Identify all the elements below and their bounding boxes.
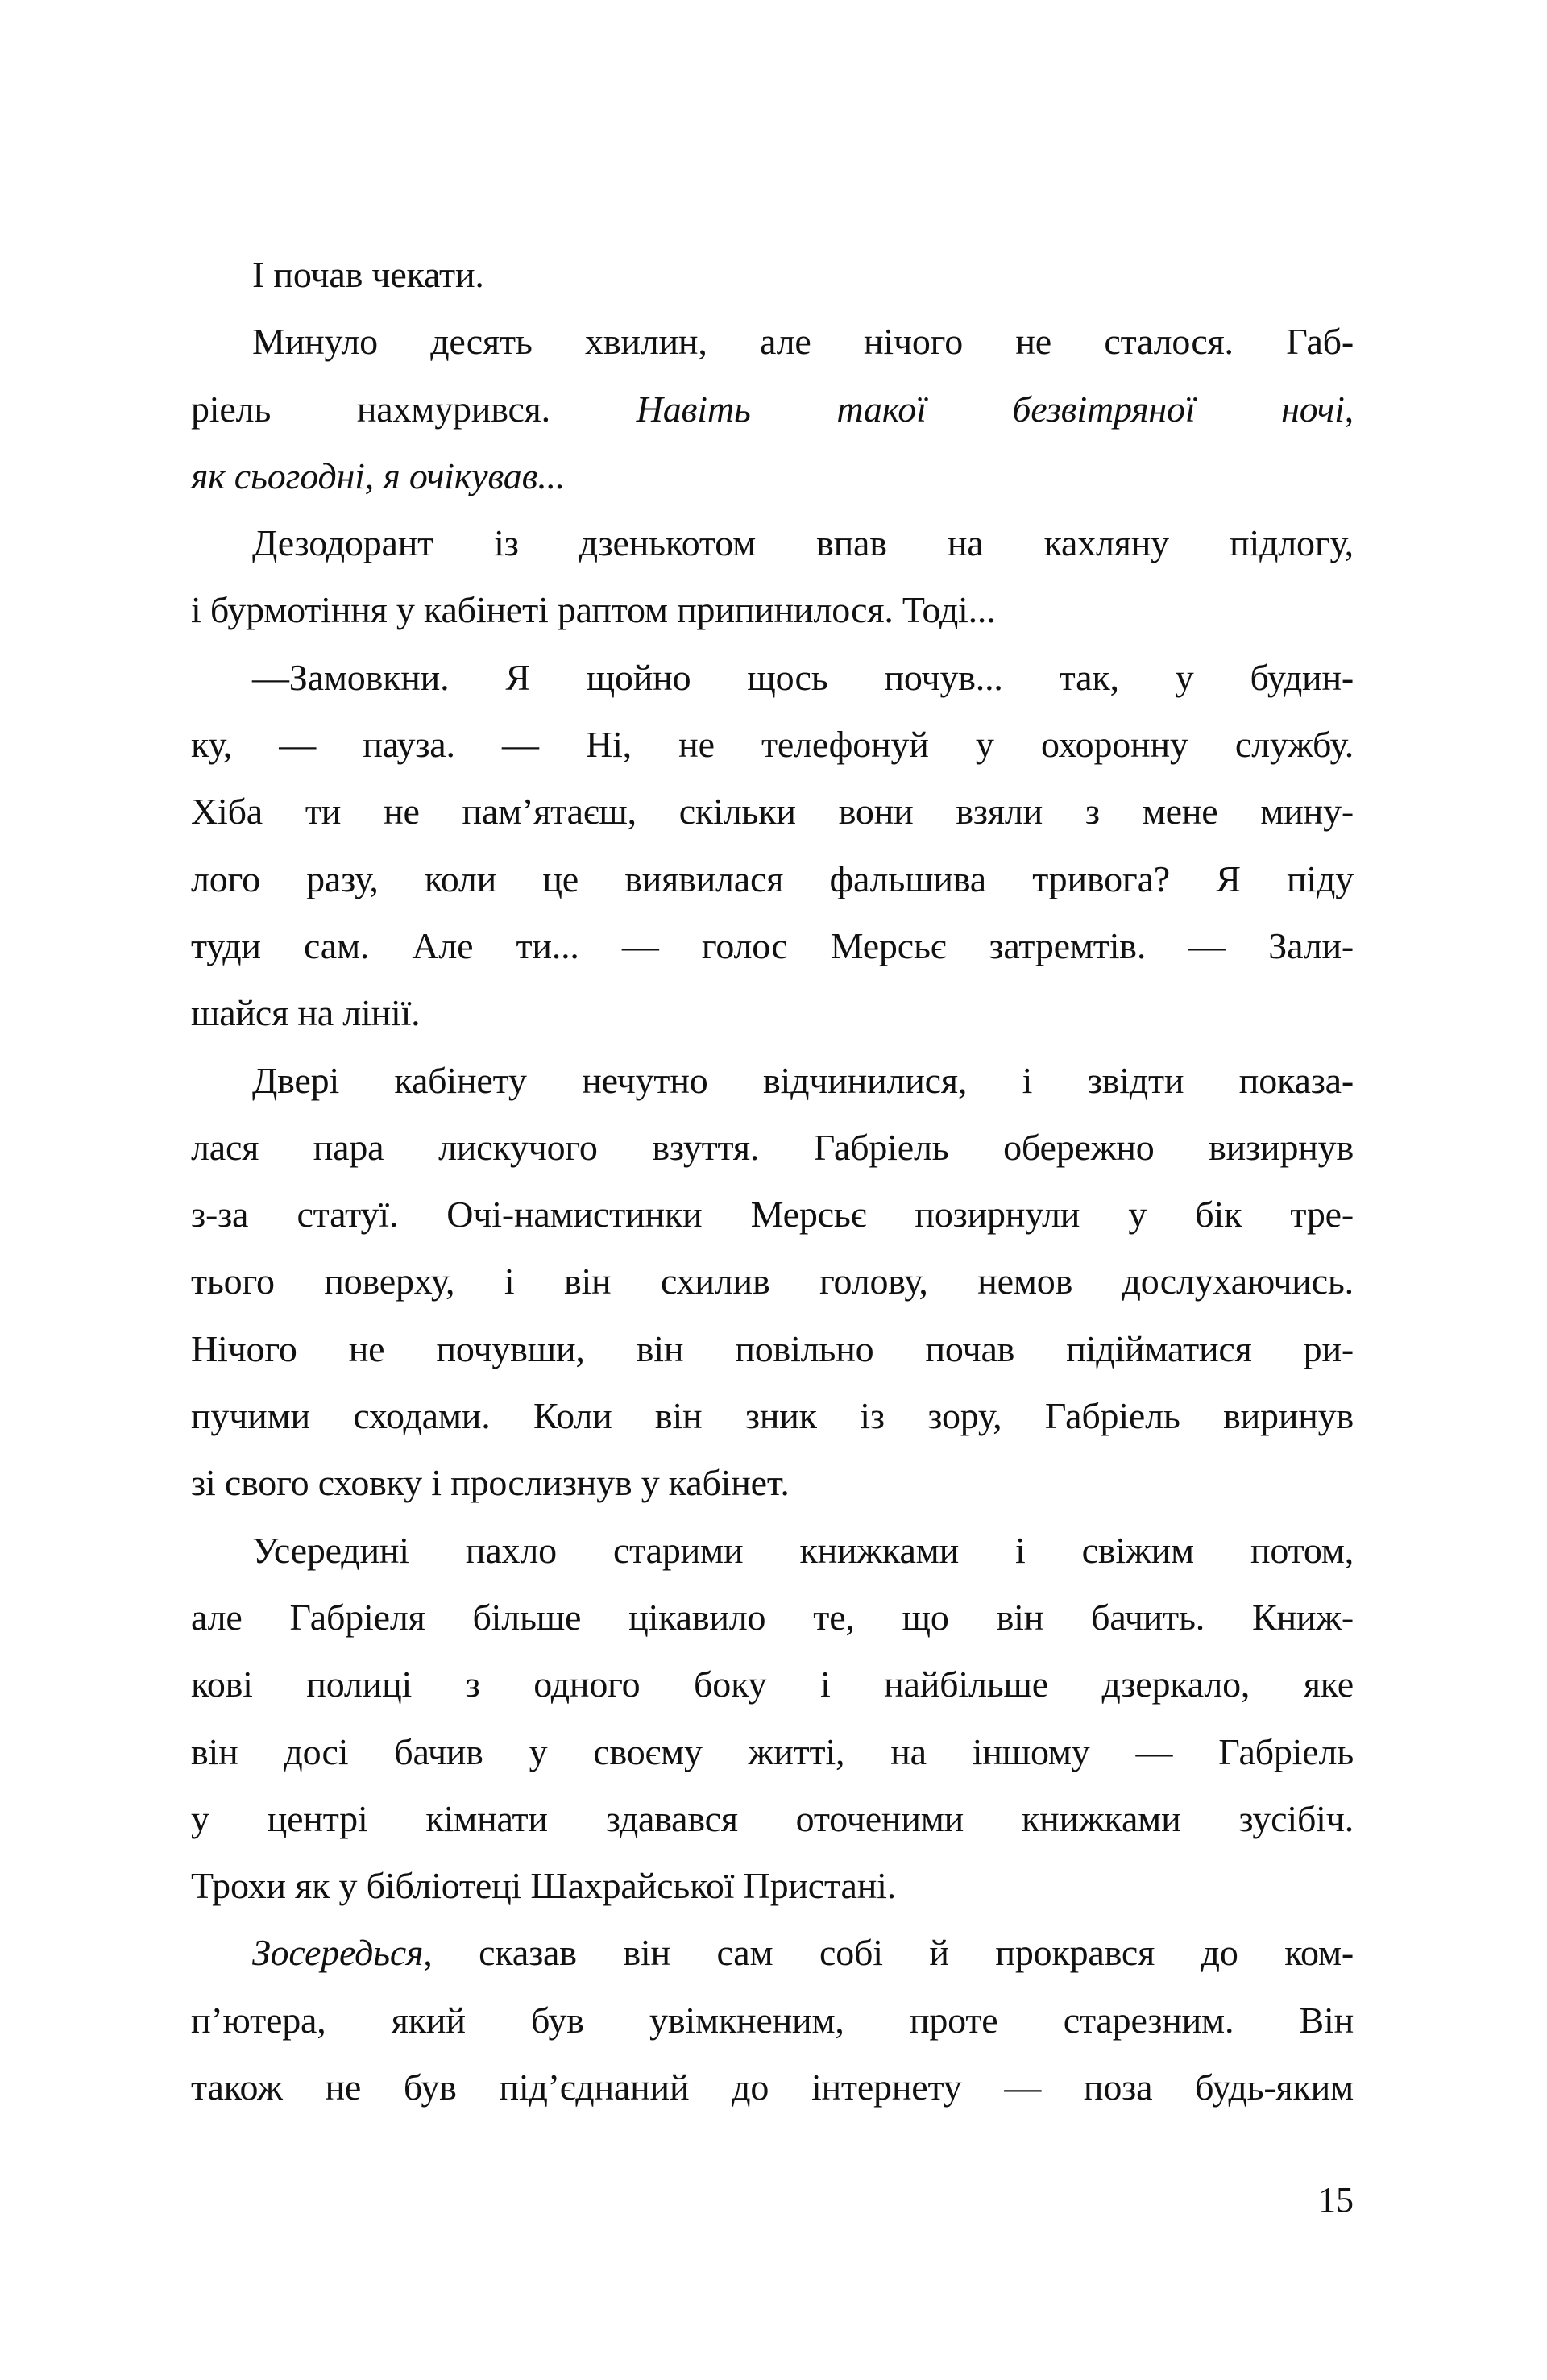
text-segment: Хіба ти не пам’ятаєш, скільки вони взяли з мене мину-	[191, 791, 1354, 833]
text-segment: пучими сходами. Коли він зник із зору, Габріель виринув	[191, 1395, 1354, 1437]
text-segment: і бурмотіння у кабінеті раптом припинилося. Тоді...	[191, 589, 996, 631]
text-line	[191, 576, 1354, 643]
text-segment: зі свого сховку і прослизнув у кабінет.	[191, 1462, 790, 1504]
text-segment: Двері кабінету нечутно відчинилися, і звідти показа-	[252, 1059, 1354, 1101]
text-line	[191, 1987, 1354, 2054]
text-segment: але Габріеля більше цікавило те, що він бачить. Книж-	[191, 1596, 1354, 1638]
text-line	[191, 1382, 1354, 1449]
text-segment: він досі бачив у своєму житті, на іншому — Габріель	[191, 1730, 1354, 1772]
text-segment: туди сам. Але ти... — голос Мерсьє затремтів. — Зали-	[191, 924, 1354, 966]
text-line	[191, 1181, 1354, 1248]
italic-text: як сьогодні, я очікував...	[191, 455, 566, 496]
italic-text: Зосередься	[252, 1932, 424, 1974]
text-line	[191, 1449, 1354, 1516]
page-number: 15	[1318, 2180, 1354, 2220]
text-segment: шайся на лінії.	[191, 992, 421, 1034]
text-segment: у центрі кімнати здавався оточеними книжками зусібіч.	[191, 1797, 1354, 1839]
text-segment: Нічого не почувши, він повільно почав підійматися ри-	[191, 1327, 1354, 1369]
text-segment: Трохи як у бібліотеці Шахрайської Пристані.	[191, 1865, 896, 1907]
text-line	[191, 845, 1354, 912]
text-segment: , сказав він сам собі й прокрався до ком-	[423, 1932, 1354, 1974]
text-segment: також не був під’єднаний до інтернету — поза будь-яким	[191, 2066, 1354, 2108]
text-segment: лася пара лискучого взуття. Габріель обережно визирнув	[191, 1126, 1354, 1168]
text-segment: лого разу, коли це виявилася фальшива тривога? Я піду	[191, 858, 1354, 899]
text-line	[191, 1248, 1354, 1315]
text-line	[191, 1718, 1354, 1785]
text-line	[191, 1315, 1354, 1382]
text-segment: кові полиці з одного боку і найбільше дзеркало, яке	[191, 1664, 1354, 1705]
text-line	[191, 241, 1354, 308]
text-segment: І почав чекати.	[252, 254, 484, 295]
text-line	[191, 1785, 1354, 1852]
text-segment: ріель нахмурився.	[191, 388, 637, 430]
text-line	[191, 1584, 1354, 1651]
text-segment: Усередині пахло старими книжками і свіжим потом,	[252, 1529, 1354, 1571]
text-line	[191, 912, 1354, 979]
text-line	[191, 442, 1354, 509]
text-line	[191, 509, 1354, 576]
text-line	[191, 376, 1354, 442]
text-segment: Минуло десять хвилин, але нічого не сталося. Габ-	[252, 321, 1354, 363]
text-line	[191, 979, 1354, 1046]
text-segment: тього поверху, і він схилив голову, немов дослухаючись.	[191, 1261, 1354, 1302]
text-line	[191, 778, 1354, 845]
text-line	[191, 1047, 1354, 1114]
italic-text: Навіть такої безвітряної ночі,	[636, 388, 1354, 430]
text-segment: ку, — пауза. — Ні, не телефонуй у охоронну службу.	[191, 724, 1354, 766]
body-text	[191, 241, 1354, 2120]
text-line	[191, 644, 1354, 711]
text-line	[191, 308, 1354, 375]
text-line	[191, 1852, 1354, 1919]
text-segment: Дезодорант із дзенькотом впав на кахляну підлогу,	[252, 522, 1354, 564]
text-line	[191, 1919, 1354, 1986]
text-line	[191, 1517, 1354, 1584]
text-line	[191, 1114, 1354, 1181]
text-line	[191, 2054, 1354, 2120]
text-line	[191, 711, 1354, 778]
text-segment: з-за статуї. Очі-намистинки Мерсьє позирнули у бік тре-	[191, 1194, 1354, 1236]
text-segment: п’ютера, який був увімкненим, проте старезним. Він	[191, 1999, 1354, 2041]
text-segment: —Замовкни. Я щойно щось почув... так, у будин-	[252, 656, 1354, 698]
text-line	[191, 1651, 1354, 1718]
